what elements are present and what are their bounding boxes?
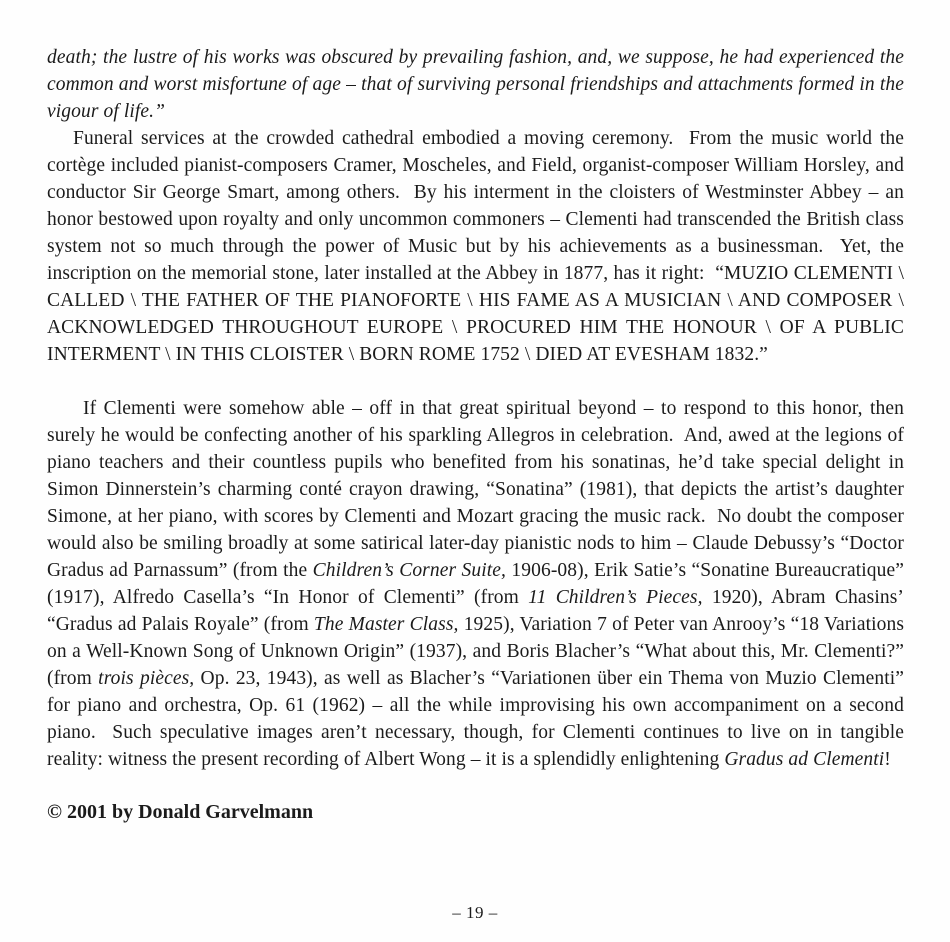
text-segment: 1920), Abram Chasins’ “Gradus ad Palais Royale” (from <box>47 587 904 635</box>
paragraph-funeral <box>47 125 904 368</box>
paragraph-quote-continuation <box>47 44 904 125</box>
liner-notes-text <box>47 44 904 825</box>
text-segment: Op. 23, 1943), as well as Blacher’s “Variationen über ein Thema von Muzio Clementi” for piano and orchestra, Op. 61 (1962) – all the while improvising his own accompaniment on a second piano. Such speculative images aren’t necessary, though, for Clementi continues to live on in tangible reality: witness the present recording of Albert Wong – it is a splendidly enlightening <box>47 668 905 770</box>
text-segment: 11 Children’s Pieces, <box>528 587 703 608</box>
text-segment: The Master Class, <box>313 614 459 635</box>
text-segment: Gradus ad Clementi <box>724 749 885 770</box>
page-number: – 19 – <box>452 903 498 922</box>
text-segment: If Clementi were somehow able – off in that great spiritual beyond – to respond to this honor, then surely he would be confecting another of his sparkling Allegros in celebration. And, awed at the legions of piano teachers and their countless pupils who benefited from his sonatinas, he’d take special delight in Simon Dinnerstein’s charming conté crayon drawing, “Sonatina” (1981), that depicts the artist’s daughter Simone, at her piano, with scores by Clementi and Mozart gracing the music rack. No doubt the composer would also be smiling broadly at some satirical later-day pianistic nods to him – Claude Debussy’s “Doctor Gradus ad Parnassum” (from the <box>47 398 904 581</box>
text-segment: death; the lustre of his works was obscured by prevailing fashion, and, we suppose, he had experienced the common and worst misfortune of age – that of surviving personal friendships and attachments formed in the vigour of life.” <box>47 47 904 122</box>
paragraph-tribute <box>47 395 904 773</box>
text-segment: Funeral services at the crowded cathedral embodied a moving ceremony. From the music world the cortège included pianist-composers Cramer, Moscheles, and Field, organist-composer William Horsley, and conductor Sir George Smart, among others. By his interment in the cloisters of Westminster Abbey – an honor bestowed upon royalty and only uncommon commoners – Clementi had transcended the British class system not so much through the power of Music but by his achievements as a businessman. Yet, the inscription on the memorial stone, later installed at the Abbey in 1877, has it right: “MUZIO CLEMENTI \ CALLED \ THE FATHER OF THE PIANOFORTE \ HIS FAME AS A MUSICIAN \ AND COMPOSER \ ACKNOWLEDGED THROUGHOUT EUROPE \ PROCURED HIM THE HONOUR \ OF A PUBLIC INTERMENT \ IN THIS CLOISTER \ BORN ROME 1752 \ DIED AT EVESHAM 1832.” <box>47 128 904 365</box>
text-segment: trois pièces, <box>98 668 195 689</box>
copyright-line: © 2001 by Donald Garvelmann <box>47 801 314 823</box>
text-segment: 1925), Variation 7 of Peter van Anrooy’s “18 Variations on a Well-Known Song of Unknown Origin” (1937), and Boris Blacher’s “What about this, Mr. Clementi?” (from <box>47 614 905 689</box>
text-segment: Children’s Corner Suite, <box>312 560 507 581</box>
text-segment: ! <box>884 749 891 770</box>
text-segment: 1906-08), Erik Satie’s “Sonatine Bureaucratique” (1917), Alfredo Casella’s “In Honor of Clementi” (from <box>47 560 904 608</box>
